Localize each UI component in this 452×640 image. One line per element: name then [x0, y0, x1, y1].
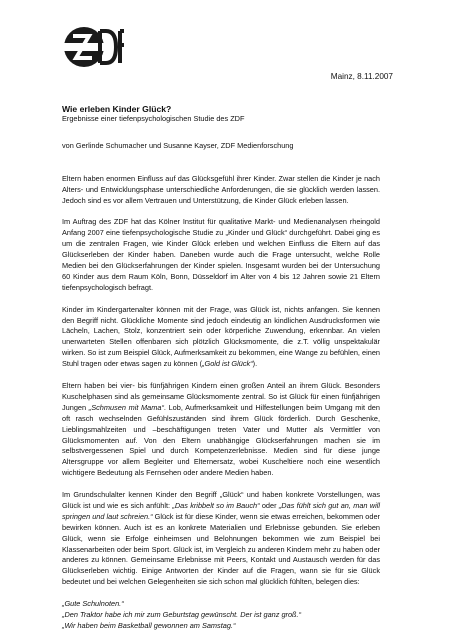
paragraph-1: Eltern haben enormen Einfluss auf das Glücksgefühl ihrer Kinder. Zwar stellen die Kinder je nach Alters- und Entwicklungsphase unterschiedliche Anforderungen, die sie glücklich werden lassen. Jedoch sind es vor allem Vertrauen und Unterstützung, die Kinder Glück erleben lassen. [62, 173, 380, 205]
paragraph-3-quote: „Gold ist Glück“ [202, 359, 253, 369]
quote-item: „Wir haben beim Basketball gewonnen am Samstag.“ [62, 620, 236, 630]
document-title: Wie erleben Kinder Glück? [62, 104, 172, 114]
paragraph-3-text: Kinder im Kindergartenalter können mit der Frage, was Glück ist, nichts anfangen. Sie kennen den Begriff nicht. Glückliche Momente sind jedoch eindeutig an kindlichen Ausdrucksformen wie Lächeln, Lachen, Stolz, konzentriert sein oder körperliche Zuwendung, erkennbar. An vielen unerwarteten Stellen offenbaren sich plötzlich Glücksmomente, die z.T. völlig unspektakulär wirken. So ist zum Beispiel Glück, Aufmerksamkeit zu bekommen, eine Wange zu befühlen, einen Stuhl tragen oder etwas sagen zu können ( [62, 304, 380, 369]
paragraph-2: Im Auftrag des ZDF hat das Kölner Institut für qualitative Markt- und Medienanalysen rheingold Anfang 2007 eine tiefenpsychologische Studie zu „Kinder und Glück“ durchgeführt. Dabei ging es um die zentralen Fragen, wie Kinder Glück erleben und welchen Einfluss die Eltern auf das Glückserleben der Kinder haben. Daneben wurde auch die Frage untersucht, welche Rolle Medien bei den Glückserfahrungen der Kinder spielen. Insgesamt wurden bei der Untersuchung 60 Kinder aus dem Raum Köln, Bonn, Düsseldorf im Alter von 4 bis 12 Jahren sowie 21 Eltern tiefenpsychologisch befragt. [62, 217, 380, 292]
paragraph-3 [62, 305, 380, 370]
paragraph-4-end: . Lob, Aufmerksamkeit und Hilfestellungen beim Umgang mit den oft rasch wechselnden Gefühlszuständen sind ihrem Glück förderlich. Durch Geschenke, Lieblingsmahlzeiten und –beschäftigungen treten Vater und Mutter als Vermittler von Glücksmomenten auf. Von den Eltern unabhängige Glückserfahrungen machen sie im selbstvergessenen Spiel und durch Kompetenzerlebnisse. Medien sind für diese junge Altersgruppe vor allem Begleiter und Elternersatz, wobei Kuscheltiere noch eine wesentlich wichtigere Bedeutung als Fernsehen oder andere Medien haben. [62, 402, 380, 478]
paragraph-5-end: Glück ist für diese Kinder, wenn sie etwas erreichen, bekommen oder bewirken können. Auch ist es an konkrete Materialien und Erlebnisse gebunden. Sie erleben Glück, wenn sie Erfolge einheimsen und Belohnungen bekommen wie zum Beispiel bei Klassenarbeiten oder beim Sport. Glück ist, im Vergleich zu anderen Kindern mehr zu haben oder anderes zu können. Gemeinsame Erlebnisse mit Peers, Kontakt und Austausch werden für das Glückserleben wichtig. Einige Antworten der Kinder auf die Fragen, wann sie für sie Glück bedeutet und bei welchen Gelegenheiten sie sich schon mal glücklich fühlten, belegen dies: [62, 511, 380, 587]
paragraph-4 [62, 381, 380, 479]
quote-item: „Den Traktor habe ich mir zum Geburtstag gewünscht. Der ist ganz groß.“ [62, 609, 302, 619]
document-subtitle: Ergebnisse einer tiefenpsychologischen Studie des ZDF [62, 114, 245, 123]
document-body [62, 104, 380, 632]
paragraph-4-quote: „Schmusen mit Mama“ [88, 402, 164, 412]
paragraph-5-quote-1: „Das kribbelt so im Bauch“ [172, 500, 260, 510]
document-date: Mainz, 8.11.2007 [330, 72, 393, 81]
quote-item: „Gute Schulnoten.“ [62, 599, 124, 609]
zdf-logo [62, 26, 124, 68]
document-authors: von Gerlinde Schumacher und Susanne Kayser, ZDF Medienforschung [62, 140, 294, 150]
paragraph-5 [62, 490, 380, 588]
quote-list [62, 599, 380, 632]
paragraph-5-connector: oder [259, 500, 279, 510]
paragraph-4-text: Eltern haben bei vier- bis fünfjährigen Kindern einen großen Anteil an ihrem Glück. Besonders Kuschelphasen sind als gemeinsame Glücksmomente zentral. So ist Glück für einen fünfjährigen Jungen [62, 380, 380, 412]
paragraph-3-end: ). [252, 359, 258, 369]
paragraph-5-quote-2: „Das fühlt sich gut an, man will springen und laut schreien.“ [62, 500, 381, 521]
paragraph-5-text: Im Grundschulalter kennen Kinder den Begriff „Glück“ und haben konkrete Vorstellungen, was Glück ist und wie es sich anfühlt: [62, 490, 380, 510]
